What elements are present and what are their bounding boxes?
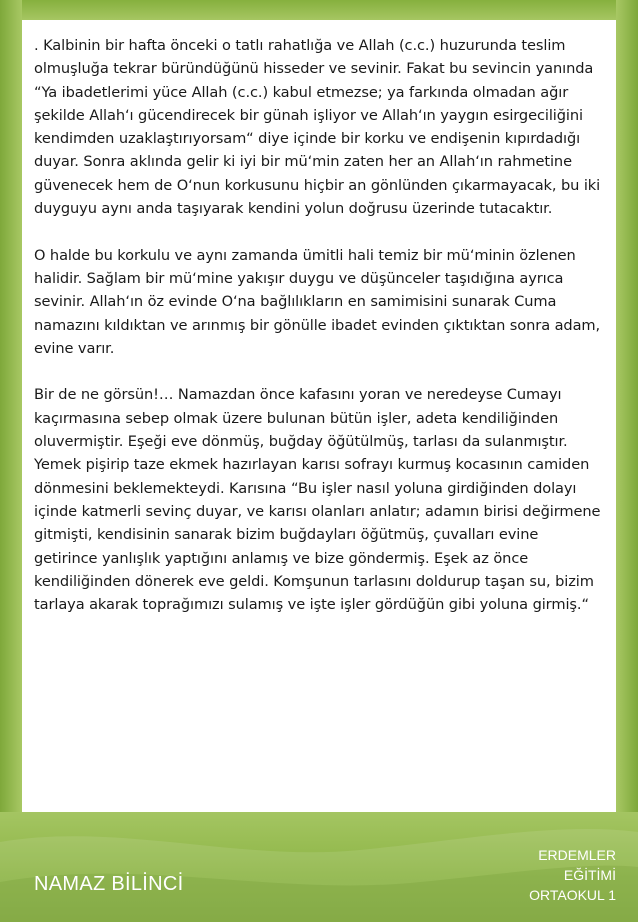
frame-left-border bbox=[0, 0, 22, 922]
school-label-line-1: ERDEMLER bbox=[538, 847, 616, 863]
school-label-line-3: ORTAOKUL 1 bbox=[529, 887, 616, 903]
paragraph-2: O halde bu korkulu ve aynı zamanda ümitli hali temiz bir mü‘minin özlenen halidir. Sağlam bir mü‘mine yakışır duygu ve düşünceler taşıdığına ayrıca sevinir. Allah‘ın öz evinde O‘na bağlılıkların en samimisini sunarak Cuma namazını kıldıktan ve arınmış bir gönülle ibadet evinden çıktıktan sonra adam, evine varır. bbox=[34, 246, 601, 357]
school-label-line-2: EĞİTİMİ bbox=[563, 867, 616, 883]
paragraph-3: Bir de ne görsün!… Namazdan önce kafasını yoran ve neredeyse Cumayı kaçırmasına sebep olmak üzere bulunan bütün işler, adeta kendiliğinden oluvermiştir. Eşeği eve dönmüş, buğday öğütülmüş, tarlası da sulanmıştır. Yemek pişirip taze ekmek hazırlayan karısı sofrayı kurmuş kocasının camiden dönmesini beklemekteydi. Karısına “Bu işler nasıl yoluna girdiğinden dolayı içinde katmerli sevinç duyar, ve karısı olanları anlatır; adamın birisi değirmene gitmişti, kendisinin sanarak bizim buğdayları öğütmüş, çuvalları evine getirince yanlışlık yaptığını anlamış ve bize göndermiş. Eşek az önce kendiliğinden dönerek eve geldi. Komşunun tarlasını doldurup taşan su, bizim tarlaya akarak toprağımızı sulamış ve işte işler gördüğün gibi yoluna girmiş.“ bbox=[34, 386, 601, 614]
school-label bbox=[486, 845, 616, 905]
paragraph-1: . Kalbinin bir hafta önceki o tatlı rahatlığa ve Allah (c.c.) huzurunda teslim olmuşluğa tekrar büründüğünü hisseder ve sevinir. Fakat bu sevincin yanında “Ya ibadetlerimi yüce Allah (c.c.) kabul etmezse; ya farkında olmadan ağır şekilde Allah‘ı gücendirecek bir günah işliyor ve Allah‘ın yaygın esirgeciliğini kendimden uzaklaştırıyorsam“ diye içinde bir korku ve endişenin kıpırdadığı duyar. Sonra aklında gelir ki iyi bir mü‘min zaten her an Allah‘ın rahmetine güvenecek hem de O‘nun korkusunu hiçbir an gönlünden çıkarmayacak, bu iki duyguyu aynı anda taşıyarak kendini yolun doğrusu üzerinde tutacaktır. bbox=[34, 37, 601, 218]
article-body bbox=[34, 34, 606, 640]
frame-top-border bbox=[0, 0, 638, 20]
document-title: NAMAZ BİLİNCİ bbox=[34, 873, 184, 895]
frame-right-border bbox=[616, 0, 638, 922]
